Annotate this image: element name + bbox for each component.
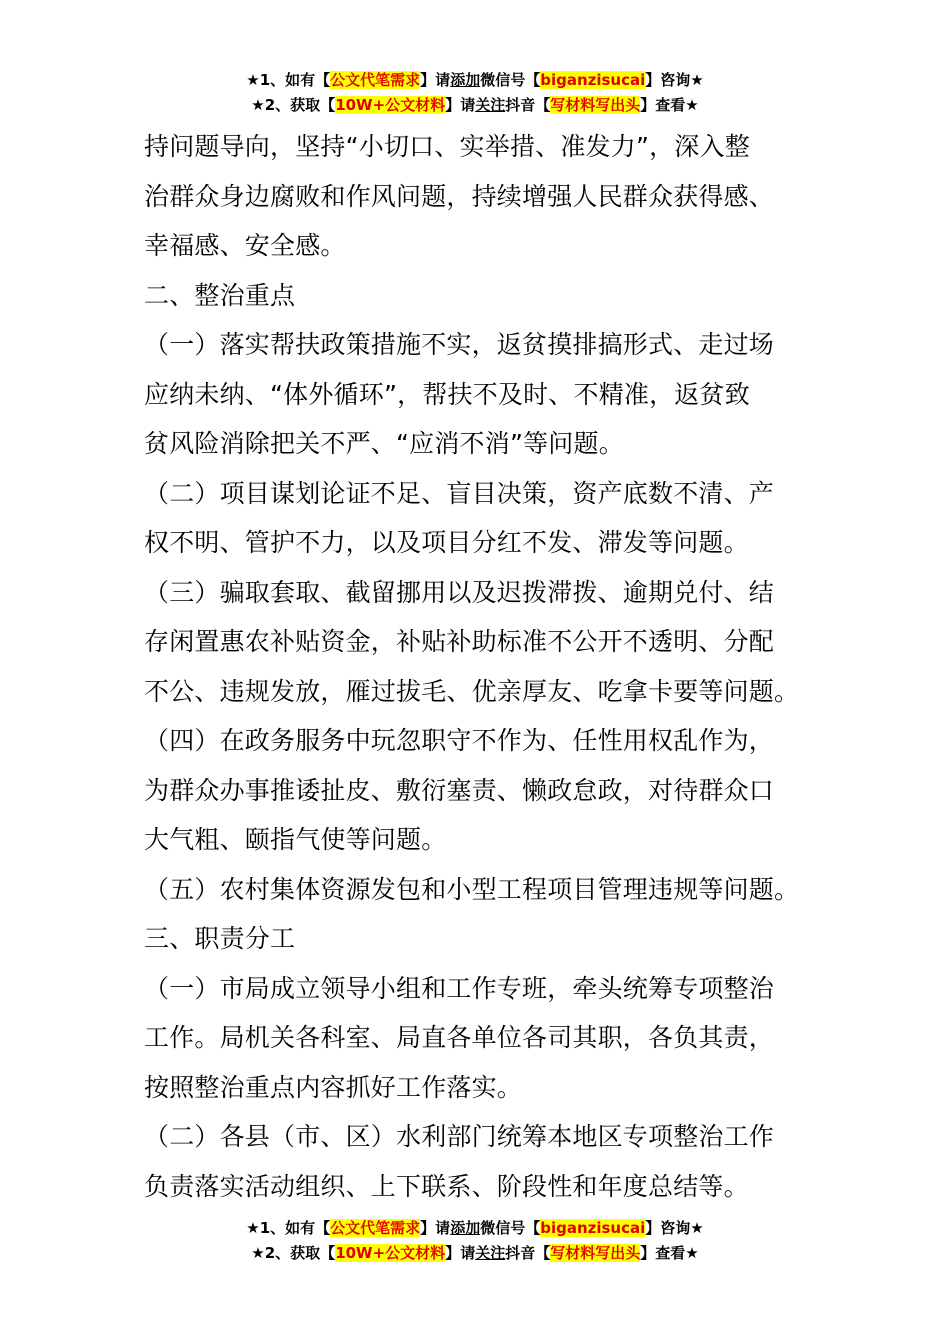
header-banner xyxy=(0,68,950,118)
body-line: （五）农村集体资源发包和小型工程项目管理违规等问题。 xyxy=(144,874,800,904)
banner-underlined-text: 关注 xyxy=(475,1244,506,1262)
banner-line-2 xyxy=(0,93,950,118)
banner-text: 】咨询★ xyxy=(645,71,704,89)
banner-text: ★2、获取【 xyxy=(251,1244,336,1262)
body-line: 为群众办事推诿扯皮、敷衍塞责、懒政怠政，对待群众口 xyxy=(144,775,775,805)
banner-underlined-text: 添加 xyxy=(450,71,481,89)
highlight-service: 公文代笔需求 xyxy=(330,1219,421,1237)
body-line: 不公、违规发放，雁过拔毛、优亲厚友、吃拿卡要等问题。 xyxy=(144,676,800,706)
body-line: （二）项目谋划论证不足、盲目决策，资产底数不清、产 xyxy=(144,478,775,508)
banner-text: ★1、如有【 xyxy=(246,71,331,89)
document-body xyxy=(144,122,814,1211)
banner-text: ★2、获取【 xyxy=(251,96,336,114)
section-heading: 二、整治重点 xyxy=(144,280,296,310)
highlight-wechat-id: biganzisucai xyxy=(540,1219,646,1237)
body-line: （一）市局成立领导小组和工作专班，牵头统筹专项整治 xyxy=(144,973,775,1003)
banner-text: 微信号【 xyxy=(480,71,541,89)
body-line: 大气粗、颐指气使等问题。 xyxy=(144,825,447,854)
highlight-douyin-account: 写材料写出头 xyxy=(550,1244,641,1262)
banner-text: 】请 xyxy=(445,1244,476,1262)
banner-text: 抖音【 xyxy=(505,1244,551,1262)
body-line: （四）在政务服务中玩忽职守不作为、任性用权乱作为， xyxy=(144,726,775,755)
highlight-materials: 10W+公文材料 xyxy=(335,1244,446,1262)
banner-text: 抖音【 xyxy=(505,96,551,114)
highlight-materials: 10W+公文材料 xyxy=(335,96,446,114)
body-line: （一）落实帮扶政策措施不实，返贫摸排搞形式、走过场 xyxy=(144,330,775,359)
body-line: 幸福感、安全感。 xyxy=(144,231,346,260)
body-line: 负责落实活动组织、上下联系、阶段性和年度总结等。 xyxy=(144,1171,749,1201)
banner-text: 】请 xyxy=(420,1219,451,1237)
highlight-douyin-account: 写材料写出头 xyxy=(550,96,641,114)
banner-text: ★1、如有【 xyxy=(246,1219,331,1237)
body-line: 工作。局机关各科室、局直各单位各司其职，各负其责， xyxy=(144,1023,775,1052)
banner-underlined-text: 关注 xyxy=(475,96,506,114)
body-line: 权不明、管护不力，以及项目分红不发、滞发等问题。 xyxy=(144,528,749,557)
banner-text: 】咨询★ xyxy=(645,1219,704,1237)
body-line: （三）骗取套取、截留挪用以及迟拨滞拨、逾期兑付、结 xyxy=(144,577,775,607)
banner-text: 微信号【 xyxy=(480,1219,541,1237)
banner-text: 】查看★ xyxy=(640,96,699,114)
footer-banner xyxy=(0,1216,950,1266)
banner-text: 】请 xyxy=(420,71,451,89)
body-line: 按照整治重点内容抓好工作落实。 xyxy=(144,1072,523,1102)
banner-text: 】请 xyxy=(445,96,476,114)
body-line: 存闲置惠农补贴资金，补贴补助标准不公开不透明、分配 xyxy=(144,627,775,656)
highlight-wechat-id: biganzisucai xyxy=(540,71,646,89)
body-line: 应纳未纳、“体外循环”，帮扶不及时、不精准，返贫致 xyxy=(144,379,750,409)
body-line: （二）各县（市、区）水利部门统筹本地区专项整治工作 xyxy=(144,1122,775,1151)
section-heading: 三、职责分工 xyxy=(144,924,296,953)
banner-underlined-text: 添加 xyxy=(450,1219,481,1237)
highlight-service: 公文代笔需求 xyxy=(330,71,421,89)
body-line: 持问题导向，坚持“小切口、实举措、准发力”，深入整 xyxy=(144,132,750,161)
banner-text: 】查看★ xyxy=(640,1244,699,1262)
banner-line-1 xyxy=(0,68,950,93)
body-line: 治群众身边腐败和作风问题，持续增强人民群众获得感、 xyxy=(144,181,775,211)
body-line: 贫风险消除把关不严、“应消不消”等问题。 xyxy=(144,429,624,458)
banner-line-1 xyxy=(0,1216,950,1241)
banner-line-2 xyxy=(0,1241,950,1266)
